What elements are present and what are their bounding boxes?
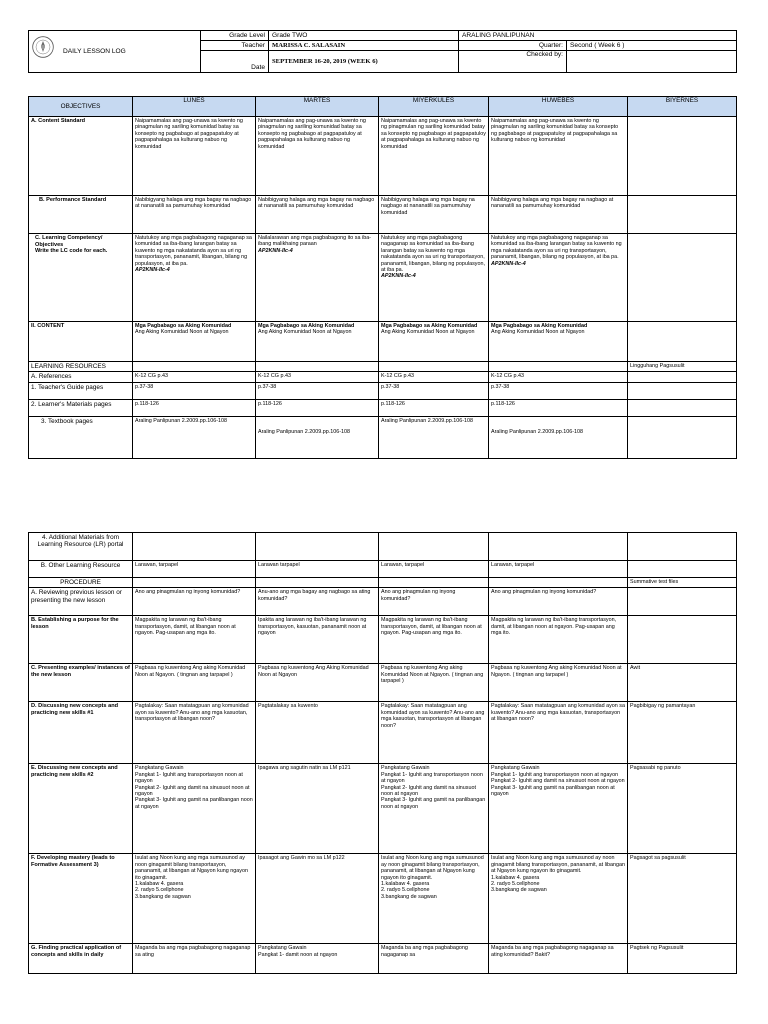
procedure-table xyxy=(28,532,737,974)
competency-text: Natutukoy ang mga pagbabagong nagaganap sa komunidad sa iba-ibang larangan batay sa kuwento ng mga nakatatanda ayon sa uri ng transportasyon, pananamit, libangan, bilang ng populasyon, at iba pa. xyxy=(135,235,252,267)
cell-text: Isulat ang Noon kung ang mga sumusunod ay noon ginagamit bilang transportasyon, pananamit, at libangan at Ngayon kung ngayon ito ginagamit. 1.kalabaw 4. gasera 2. radyo 5.cellphone 3.bangkang de sagwan xyxy=(133,854,256,944)
cell-text: p.37-38 xyxy=(256,383,379,400)
cell-text: Larawan, tarpapel xyxy=(379,561,489,578)
cell-text: K-12 CG p.43 xyxy=(133,372,256,383)
row-label-developing-mastery: F. Developing mastery (leads to Formative Assessment 3) xyxy=(29,854,133,944)
table-row xyxy=(29,196,737,234)
cell-text: Magpakita ng larawan ng iba't-ibang transportasyon, damit, at libangan noon at ngayon. Pag-usapan ang mga ito. xyxy=(133,616,256,664)
day-header-huwebes: HUWEBES xyxy=(489,97,628,117)
cell-text: Pagsagot sa pagsusulit xyxy=(628,854,737,944)
cell-text: p.118-126 xyxy=(256,400,379,417)
table-row xyxy=(29,383,737,400)
cell-text: Nabibigyang halaga ang mga bagay na nagbago at nananatili sa pamumuhay komunidad xyxy=(133,196,256,234)
lc-code: AP2KNN-IIc-4 xyxy=(381,273,416,280)
cell-text: Ano ang pinagmulan ng inyong komunidad? xyxy=(133,588,256,616)
lc-code: AP2KNN-IIc-4 xyxy=(135,267,170,274)
cell-text xyxy=(256,362,379,372)
grade-level-label: Grade Level xyxy=(201,31,269,41)
checked-by-label: Checked by: xyxy=(459,51,567,73)
cell-text xyxy=(628,588,737,616)
cell-text: Magpakita ng larawan ng iba't-ibang transportasyon, damit, at libangan noon at ngayon. Pag-usapan ang mga ito. xyxy=(489,616,628,664)
cell-text: p.37-38 xyxy=(489,383,628,400)
cell-text xyxy=(628,616,737,664)
cell-text: Naipamamalas ang pag-unawa sa kwento ng pinagmulan ng sariling komunidad batay sa konsepto ng pagbabago at pagpapatuloy at pagpapahalaga sa kulturang nabuo ng komunidad xyxy=(133,117,256,196)
cell-text: Pangkatang Gawain Pangkat 1- Iguhit ang transportasyon noon at ngayon Pangkat 2- Iguhit ang damit na sinusuot noon at ngayon Pangkat 3- Iguhit ang gamit na panlibangan noon at ngayon xyxy=(379,764,489,854)
cell-text xyxy=(256,234,379,322)
cell-text: Isulat ang Noon kung ang mga sumusunod ay noon ginagamit bilang transportasyon, pananamit, at libangan at Ngayon kung ngayon ito ginagamit. 1.kalabaw 4. gasera 2. radyo 5.cellphone 3.bangkang de sagwan xyxy=(379,854,489,944)
table-row xyxy=(29,944,737,974)
cell-text: Maganda ba ang mga pagbabagong nagaganap sa ating xyxy=(133,944,256,974)
teacher-label: Teacher xyxy=(201,41,269,51)
cell-text xyxy=(628,234,737,322)
table-row xyxy=(29,234,737,322)
cell-text: Pagbasa ng kuwentong Ang aking Komunidad Noon at Ngayon. ( tingnan ang tarpapel ) xyxy=(133,664,256,702)
content-title: Mga Pagbabago sa Aking Komunidad xyxy=(258,323,355,329)
row-label-learning-competency xyxy=(29,234,133,322)
cell-text: Pagbasa ng kuwentong Ang aking Komunidad Noon at Ngayon. ( tingnan ang tarpapel ) xyxy=(489,664,628,702)
cell-text: Pagtsek ng Pagsusulit xyxy=(628,944,737,974)
table-row xyxy=(29,764,737,854)
row-label-establishing-purpose: B. Establishing a purpose for the lesson xyxy=(29,616,133,664)
content-subtitle: Ang Aking Komunidad Noon at Ngayon xyxy=(491,329,585,336)
cell-text: Nabibigyang halaga ang mga bagay na nagbago at nananatili sa pamumuhay komunidad xyxy=(256,196,379,234)
table-row xyxy=(29,854,737,944)
cell-text: Pangkatang Gawain Pangkat 1- damit noon at ngayon xyxy=(256,944,379,974)
cell-text: Ipagawa ang sagutin natin sa LM p121 xyxy=(256,764,379,854)
row-label-references: A. References xyxy=(29,372,133,383)
cell-text: K-12 CG p.43 xyxy=(379,372,489,383)
cell-text xyxy=(628,561,737,578)
competency-text: Natutukoy ang mga pagbabagong nagaganap sa komunidad sa iba-ibang larangan batay sa kuwento ng mga nakatatanda ayon sa uri ng transportasyon, pananamit, libangan, bilang ng populasyon, at iba pa. xyxy=(491,235,622,261)
cell-text xyxy=(628,417,737,459)
cell-text: Araling Panlipunan 2.2009.pp.106-108 xyxy=(133,417,256,459)
cell-text: p.37-38 xyxy=(133,383,256,400)
cell-text xyxy=(489,322,628,362)
cell-text: Ipasagot ang Gawin mo sa LM p122 xyxy=(256,854,379,944)
cell-text xyxy=(489,578,628,588)
competency-text: Natutukoy ang mga pagbabagong nagaganap sa komunidad sa iba-ibang larangan batay sa kuwento ng mga nakatatanda ayon sa uri ng transportasyon, pananamit, libangan, bilang ng populasyon, at iba pa. xyxy=(381,235,485,274)
competency-text: Nailalarawan ang mga pagbabagong ito sa iba-ibang malikhaing paraan xyxy=(258,235,371,248)
cell-text: Isulat ang Noon kung ang mga sumusunod ay noon ginagamit bilang transportasyon, pananamit, at libangan at Ngayon kung ngayon ito ginagamit. 1.kalabaw 4. gasera 2. radyo 5.cellphone 3.bangkang de sagwan xyxy=(489,854,628,944)
content-subtitle: Ang Aking Komunidad Noon at Ngayon xyxy=(135,329,229,336)
cell-text: p.118-126 xyxy=(379,400,489,417)
day-header-lunes: LUNES xyxy=(133,97,256,117)
cell-text xyxy=(628,400,737,417)
day-header-miyerkules: MIYERKULES xyxy=(379,97,489,117)
lc-code-note: Write the LC code for each. xyxy=(35,248,108,255)
checked-by-value xyxy=(567,51,737,73)
table-row xyxy=(29,616,737,664)
cell-text xyxy=(379,578,489,588)
content-title: Mga Pagbabago sa Aking Komunidad xyxy=(381,323,478,329)
cell-text: Anu-ano ang mga bagay ang nagbago sa ating komunidad? xyxy=(256,588,379,616)
table-row xyxy=(29,533,737,561)
cell-text: Araling Panlipunan 2.2009.pp.106-108 xyxy=(489,417,628,459)
cell-text xyxy=(379,322,489,362)
row-label-textbook-pages: 3. Textbook pages xyxy=(29,417,133,459)
lc-code: AP2KNN-IIc-4 xyxy=(258,247,293,254)
subject-value: ARALING PANLIPUNAN xyxy=(459,31,737,41)
date-label: Date xyxy=(201,51,269,73)
table-row xyxy=(29,702,737,764)
table-row xyxy=(29,400,737,417)
cell-text: Maganda ba ang mga pagbabagong nagaganap sa xyxy=(379,944,489,974)
cell-text: p.118-126 xyxy=(133,400,256,417)
table-row xyxy=(29,117,737,196)
row-label-teachers-guide: 1. Teacher's Guide pages xyxy=(29,383,133,400)
cell-text xyxy=(489,234,628,322)
cell-text: Pagbibigay ng pamantayan xyxy=(628,702,737,764)
cell-text xyxy=(379,362,489,372)
cell-text: Ano ang pinagmulan ng inyong komunidad? xyxy=(489,588,628,616)
content-subtitle: Ang Aking Komunidad Noon at Ngayon xyxy=(381,329,475,336)
table-row xyxy=(29,561,737,578)
cell-text xyxy=(628,117,737,196)
cell-text xyxy=(628,383,737,400)
cell-text xyxy=(489,362,628,372)
cell-text: K-12 CG p.43 xyxy=(489,372,628,383)
cell-text: Nabibigyang halaga ang mga bagay na nagbago at nananatili sa pamumuhay komunidad xyxy=(379,196,489,234)
cell-text: Magpakita ng larawan ng iba't-ibang transportasyon, damit, at libangan noon at ngayon. Pag-usapan ang mga ito. xyxy=(379,616,489,664)
row-label-discussing-2: E. Discussing new concepts and practicing new skills #2 xyxy=(29,764,133,854)
table-row xyxy=(29,588,737,616)
cell-text: Summative test files xyxy=(628,578,737,588)
cell-text: Pagbasa ng kuwentong Ang Aking Komunidad Noon at Ngayon xyxy=(256,664,379,702)
cell-text xyxy=(489,533,628,561)
cell-text: Pagtalakay: Saan matatagpuan ang komunidad ayon sa kuwento? Anu-ano ang mga kasuotan, transportasyon at libangan noon? xyxy=(133,702,256,764)
cell-text: Pagtalakay: Saan matatagpuan ang komunidad ayon sa kuwento? Anu-ano ang mga kasuotan, transportasyon at libangan noon? xyxy=(489,702,628,764)
cell-text: Pagbasa ng kuwentong Ang aking Komunidad Noon at Ngayon. ( tingnan ang tarpapel ) xyxy=(379,664,489,702)
cell-text: Ano ang pinagmulan ng inyong komunidad? xyxy=(379,588,489,616)
cell-text: p.118-126 xyxy=(489,400,628,417)
row-label-discussing-1: D. Discussing new concepts and practicing new skills #1 xyxy=(29,702,133,764)
cell-text: Pangkatang Gawain Pangkat 1- Iguhit ang transportasyon noon at ngayon Pangkat 2- Iguhit ang damit na sinusuot noon at ngayon Pangkat 3- Iguhit ang gamit na panlibangan noon at ngayon xyxy=(489,764,628,854)
cell-text xyxy=(628,322,737,362)
row-label-learning-resources: LEARNING RESOURCES xyxy=(29,362,133,372)
teacher-value: MARISSA C. SALASAIN xyxy=(269,41,459,51)
cell-text: Maganda ba ang mga pagbabagong nagaganap sa ating komunidad? Bakit? xyxy=(489,944,628,974)
row-label-reviewing: A. Reviewing previous lesson or presenting the new lesson xyxy=(29,588,133,616)
row-label-learners-materials: 2. Learner's Materials pages xyxy=(29,400,133,417)
objectives-table xyxy=(28,96,737,459)
content-title: Mga Pagbabago sa Aking Komunidad xyxy=(491,323,588,329)
row-label-presenting-examples: C. Presenting examples/ instances of the new lesson xyxy=(29,664,133,702)
table-row xyxy=(29,372,737,383)
cell-text xyxy=(133,322,256,362)
cell-text xyxy=(256,322,379,362)
row-label-content-standard: A. Content Standard xyxy=(29,117,133,196)
day-header-martes: MARTES xyxy=(256,97,379,117)
cell-text: Pangkatang Gawain Pangkat 1- Iguhit ang transportasyon noon at ngayon Pangkat 2- Iguhit ang damit na sinusuot noon at ngayon Pangkat 3- Iguhit ang gamit na panlibangan noon at ngayon xyxy=(133,764,256,854)
row-label-performance-standard: B. Performance Standard xyxy=(29,196,133,234)
cell-text xyxy=(133,578,256,588)
cell-text: K-12 CG p.43 xyxy=(256,372,379,383)
cell-text: Larawan, tarpapel xyxy=(489,561,628,578)
table-row xyxy=(29,578,737,588)
cell-text xyxy=(133,234,256,322)
row-label-practical-application: G. Finding practical application of concepts and skills in daily xyxy=(29,944,133,974)
quarter-value: Second ( Week 6 ) xyxy=(567,41,737,51)
objectives-header: OBJECTIVES xyxy=(29,97,133,117)
row-label-text: C. Learning Competency/ Objectives xyxy=(35,235,103,248)
lc-code: AP2KNN-IIc-4 xyxy=(491,260,526,267)
table-row xyxy=(29,362,737,372)
grade-level-value: Grade TWO xyxy=(269,31,459,41)
cell-text xyxy=(256,533,379,561)
cell-text xyxy=(628,372,737,383)
cell-text: Pagtalakay: Saan matatagpuan ang komunidad ayon sa kuwento? Anu-ano ang mga kasuotan, transportasyon at libangan noon? xyxy=(379,702,489,764)
log-title-cell xyxy=(29,31,201,73)
content-title: Mga Pagbabago sa Aking Komunidad xyxy=(135,323,232,329)
table-row xyxy=(29,322,737,362)
cell-text: Lingguhang Pagsusulit xyxy=(628,362,737,372)
row-label-additional-materials: 4. Additional Materials from Learning Resource (LR) portal xyxy=(29,533,133,561)
table-row xyxy=(29,417,737,459)
cell-text: Naipamamalas ang pag-unawa sa kwento ng pinagmulan ng sariling komunidad batay sa konsepto ng pagbabago at pagpapatuloy at pagpapahalaga sa kulturang nabuo ng komunidad xyxy=(256,117,379,196)
cell-text: Awit xyxy=(628,664,737,702)
content-subtitle: Ang Aking Komunidad Noon at Ngayon xyxy=(258,329,352,336)
row-label-other-resources: B. Other Learning Resource xyxy=(29,561,133,578)
cell-text xyxy=(133,362,256,372)
cell-text xyxy=(628,533,737,561)
date-value: SEPTEMBER 16-20, 2019 (WEEK 6) xyxy=(269,51,459,73)
table-row xyxy=(29,664,737,702)
cell-text: Larawan, tarpapel xyxy=(133,561,256,578)
row-label-procedure: PROCEDURE xyxy=(29,578,133,588)
cell-text: Ipakita ang larawan ng iba't-ibang larawan ng transportasyon, kasuotan, pananamit noon at ngayon xyxy=(256,616,379,664)
cell-text: Araling Panlipunan 2.2009.pp.106-108 xyxy=(256,417,379,459)
cell-text: Araling Panlipunan 2.2009.pp.106-108 xyxy=(379,417,489,459)
quarter-label: Quarter: xyxy=(459,41,567,51)
cell-text: p.37-38 xyxy=(379,383,489,400)
cell-text xyxy=(379,234,489,322)
cell-text xyxy=(133,533,256,561)
cell-text: Pagtatalakay sa kuwento xyxy=(256,702,379,764)
cell-text xyxy=(379,533,489,561)
cell-text: Nabibigyang halaga ang mga bagay na nagbago at nananatili sa pamumuhay komunidad xyxy=(489,196,628,234)
cell-text: Naipamamalas ang pag-unawa sa kwento ng pinagmulan ng sariling komunidad batay sa konsepto ng pagbabago at pagpapatuloy at pagpapahalaga sa kulturang nabuo ng komunidad xyxy=(489,117,628,196)
cell-text: Pagsasabi ng panuto xyxy=(628,764,737,854)
row-label-content: II. CONTENT xyxy=(29,322,133,362)
log-title: DAILY LESSON LOG xyxy=(63,47,126,55)
day-header-biyernes: BIYERNES xyxy=(628,97,737,117)
cell-text: Naipamamalas ang pag-unawa sa kwento ng pinagmulan ng sariling komunidad batay sa konsepto ng pagbabago at pagpapatuloy at pagpapahalaga sa kulturang nabuo ng komunidad xyxy=(379,117,489,196)
cell-text: Larawan tarpapel xyxy=(256,561,379,578)
header-table xyxy=(28,30,737,73)
cell-text xyxy=(256,578,379,588)
cell-text xyxy=(628,196,737,234)
